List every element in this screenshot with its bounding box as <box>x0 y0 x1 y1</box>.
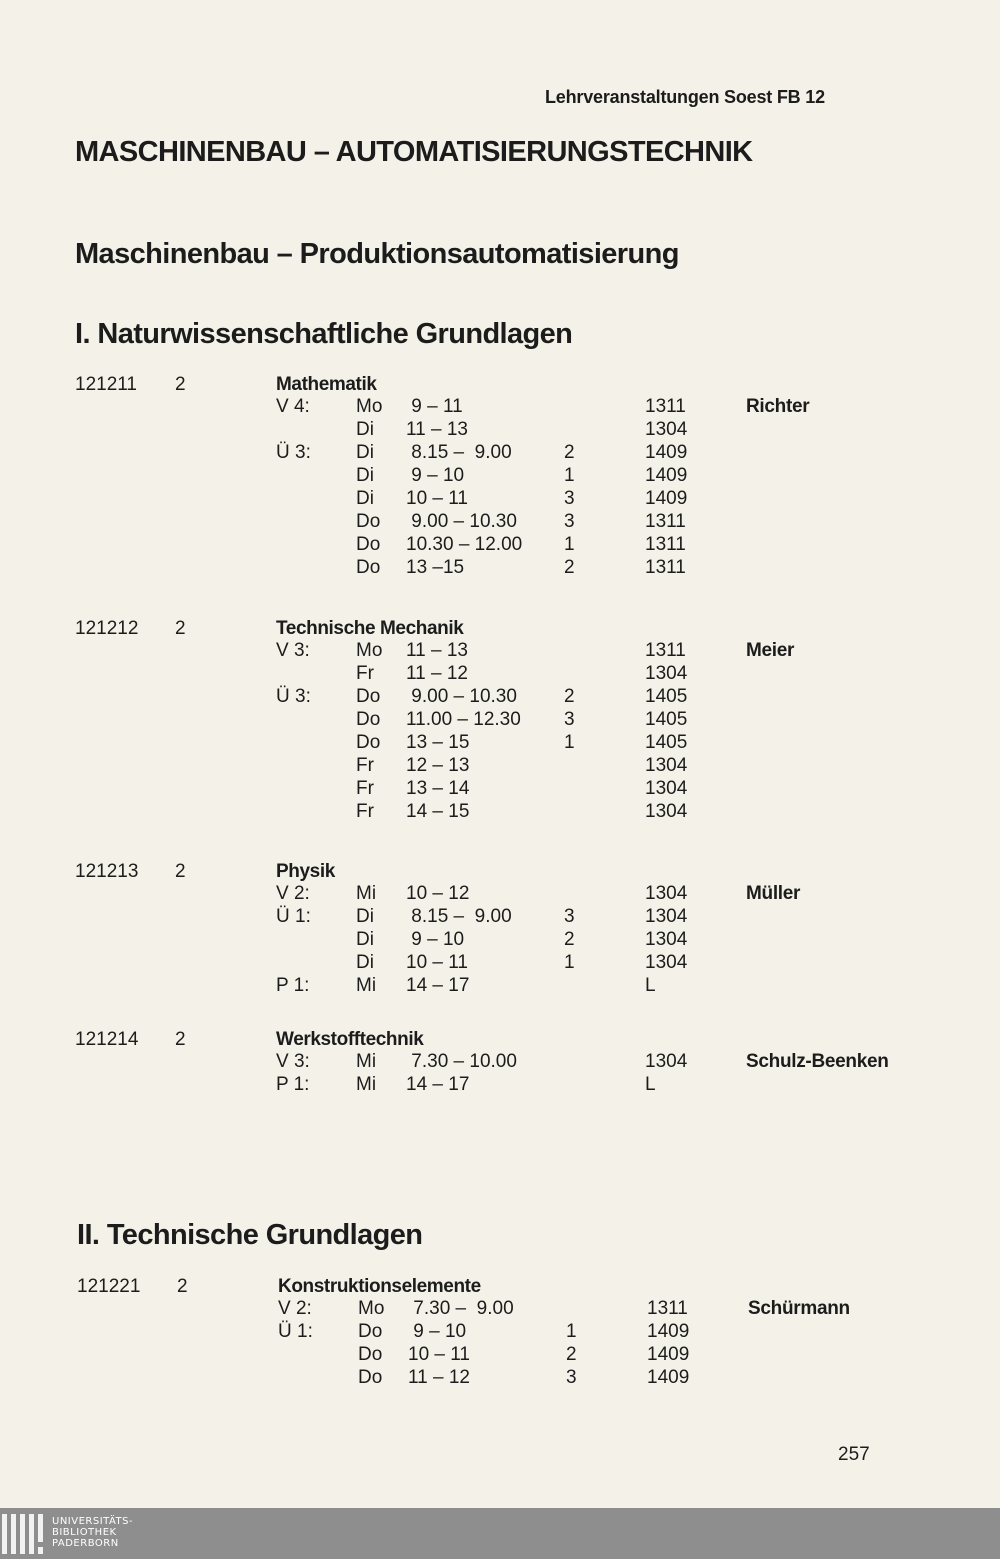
schedule-row <box>0 952 1000 975</box>
course-number: 121212 <box>75 618 139 639</box>
schedule-row <box>0 883 1000 906</box>
session-type: Ü 1: <box>278 1321 313 1342</box>
session-group: 3 <box>564 906 575 927</box>
session-group: 3 <box>564 511 575 532</box>
course-lecturer: Meier <box>746 640 795 661</box>
schedule-row <box>0 709 1000 732</box>
session-time: 14 – 15 <box>406 801 470 822</box>
session-group: 2 <box>564 557 575 578</box>
schedule-row <box>0 488 1000 511</box>
schedule-row <box>0 906 1000 929</box>
session-time: 10 – 11 <box>408 1344 470 1365</box>
session-room: 1304 <box>645 778 688 799</box>
page-subtitle: Maschinenbau – Produktionsautomatisierung <box>75 238 679 270</box>
session-time: 10 – 12 <box>406 883 470 904</box>
session-time: 7.30 – 10.00 <box>406 1051 517 1072</box>
session-room: 1409 <box>645 442 688 463</box>
session-type: Ü 3: <box>276 442 311 463</box>
session-day: Do <box>356 534 381 555</box>
schedule-row <box>0 442 1000 465</box>
session-day: Do <box>358 1321 383 1342</box>
library-name <box>52 1516 133 1549</box>
session-group: 1 <box>564 952 575 973</box>
session-day: Di <box>356 952 374 973</box>
session-day: Do <box>356 557 381 578</box>
session-room: 1304 <box>645 929 688 950</box>
session-type: Ü 3: <box>276 686 311 707</box>
session-day: Fr <box>356 755 374 776</box>
session-room: 1311 <box>645 534 686 555</box>
session-time: 11 – 12 <box>406 663 468 684</box>
library-name-line: BIBLIOTHEK <box>52 1527 117 1538</box>
schedule-row <box>0 975 1000 998</box>
session-day: Do <box>358 1367 383 1388</box>
page-number: 257 <box>838 1444 870 1465</box>
course-title: Konstruktionselemente <box>278 1276 481 1297</box>
course-number: 121214 <box>75 1029 139 1050</box>
session-type: V 2: <box>278 1298 312 1319</box>
schedule-row <box>2 1298 1000 1321</box>
session-room: L <box>645 1074 656 1095</box>
session-room: 1405 <box>645 686 688 707</box>
session-room: 1304 <box>645 663 688 684</box>
session-type: P 1: <box>276 1074 310 1095</box>
session-room: 1304 <box>645 1051 688 1072</box>
session-time: 8.15 – 9.00 <box>406 906 512 927</box>
schedule-row <box>0 534 1000 557</box>
session-room: 1304 <box>645 883 688 904</box>
schedule-row <box>0 396 1000 419</box>
session-room: 1409 <box>647 1367 690 1388</box>
session-time: 13 – 15 <box>406 732 470 753</box>
course-lecturer: Schürmann <box>748 1298 850 1319</box>
schedule-row <box>2 1344 1000 1367</box>
session-room: 1311 <box>645 396 686 417</box>
session-day: Di <box>356 929 374 950</box>
session-time: 14 – 17 <box>406 975 470 996</box>
session-time: 11 – 13 <box>406 419 468 440</box>
session-time: 8.15 – 9.00 <box>406 442 512 463</box>
session-day: Mo <box>356 396 383 417</box>
session-group: 2 <box>564 442 575 463</box>
session-day: Mi <box>356 883 377 904</box>
session-room: 1409 <box>647 1321 690 1342</box>
session-day: Di <box>356 465 374 486</box>
session-day: Do <box>356 732 381 753</box>
page-title: MASCHINENBAU – AUTOMATISIERUNGSTECHNIK <box>75 136 753 168</box>
session-type: Ü 1: <box>276 906 311 927</box>
session-group: 3 <box>566 1367 577 1388</box>
session-room: 1304 <box>645 419 688 440</box>
session-group: 3 <box>564 488 575 509</box>
course-lecturer: Richter <box>746 396 810 417</box>
course-number: 121211 <box>75 374 137 395</box>
session-time: 9 – 10 <box>408 1321 467 1342</box>
session-day: Do <box>356 709 381 730</box>
session-group: 1 <box>566 1321 577 1342</box>
session-time: 11 – 12 <box>408 1367 470 1388</box>
session-time: 9.00 – 10.30 <box>406 686 517 707</box>
session-type: V 2: <box>276 883 310 904</box>
course-title: Werkstofftechnik <box>276 1029 424 1050</box>
course-credits: 2 <box>175 1029 186 1050</box>
session-type: V 3: <box>276 640 310 661</box>
schedule-row <box>0 465 1000 488</box>
schedule-row <box>2 1367 1000 1390</box>
session-group: 2 <box>564 686 575 707</box>
library-name-line: PADERBORN <box>52 1538 119 1549</box>
session-room: 1304 <box>645 755 688 776</box>
running-header: Lehrveranstaltungen Soest FB 12 <box>545 87 825 107</box>
session-day: Do <box>356 511 381 532</box>
schedule-row <box>0 929 1000 952</box>
session-time: 14 – 17 <box>406 1074 470 1095</box>
session-time: 9.00 – 10.30 <box>406 511 517 532</box>
library-footer-bar <box>0 1508 1000 1559</box>
session-room: 1304 <box>645 952 688 973</box>
session-day: Mo <box>356 640 383 661</box>
session-group: 1 <box>564 465 575 486</box>
session-room: 1405 <box>645 732 688 753</box>
session-time: 11 – 13 <box>406 640 468 661</box>
session-day: Di <box>356 442 374 463</box>
schedule-row <box>0 1074 1000 1097</box>
schedule-row <box>2 1321 1000 1344</box>
session-time: 9 – 10 <box>406 465 465 486</box>
schedule-row <box>0 778 1000 801</box>
session-day: Do <box>358 1344 383 1365</box>
session-room: 1405 <box>645 709 688 730</box>
session-room: 1311 <box>645 557 686 578</box>
session-day: Di <box>356 906 374 927</box>
session-time: 10 – 11 <box>406 952 468 973</box>
session-time: 7.30 – 9.00 <box>408 1298 514 1319</box>
section-heading: I. Naturwissenschaftliche Grundlagen <box>75 318 573 350</box>
session-type: V 3: <box>276 1051 310 1072</box>
session-group: 2 <box>564 929 575 950</box>
session-room: 1304 <box>645 906 688 927</box>
session-group: 2 <box>566 1344 577 1365</box>
schedule-row <box>0 419 1000 442</box>
session-room: L <box>645 975 656 996</box>
session-type: P 1: <box>276 975 310 996</box>
session-day: Mi <box>356 1051 377 1072</box>
library-name-line: UNIVERSITÄTS- <box>52 1516 134 1527</box>
schedule-row <box>0 511 1000 534</box>
schedule-row <box>0 732 1000 755</box>
session-group: 1 <box>564 534 575 555</box>
course-title: Physik <box>276 861 335 882</box>
course-credits: 2 <box>175 618 186 639</box>
schedule-row <box>0 640 1000 663</box>
course-number: 121221 <box>77 1276 141 1297</box>
session-day: Di <box>356 488 374 509</box>
session-group: 3 <box>564 709 575 730</box>
session-day: Mi <box>356 1074 377 1095</box>
session-group: 1 <box>564 732 575 753</box>
course-title: Technische Mechanik <box>276 618 464 639</box>
course-credits: 2 <box>175 374 186 395</box>
session-type: V 4: <box>276 396 310 417</box>
course-number: 121213 <box>75 861 139 882</box>
session-room: 1311 <box>645 640 686 661</box>
course-title: Mathematik <box>276 374 377 395</box>
session-day: Fr <box>356 778 374 799</box>
schedule-row <box>0 663 1000 686</box>
session-day: Mo <box>358 1298 385 1319</box>
section-heading: II. Technische Grundlagen <box>77 1219 423 1251</box>
session-time: 9 – 11 <box>406 396 463 417</box>
session-room: 1409 <box>645 488 688 509</box>
session-day: Di <box>356 419 374 440</box>
course-credits: 2 <box>177 1276 188 1297</box>
session-time: 10 – 11 <box>406 488 468 509</box>
session-room: 1311 <box>645 511 686 532</box>
library-barcode-icon <box>2 1514 46 1556</box>
session-room: 1409 <box>645 465 688 486</box>
schedule-row <box>0 755 1000 778</box>
session-time: 12 – 13 <box>406 755 470 776</box>
session-day: Do <box>356 686 381 707</box>
session-day: Mi <box>356 975 377 996</box>
course-lecturer: Schulz-Beenken <box>746 1051 889 1072</box>
schedule-row <box>0 686 1000 709</box>
schedule-row <box>0 557 1000 580</box>
session-room: 1409 <box>647 1344 690 1365</box>
course-credits: 2 <box>175 861 186 882</box>
session-time: 13 – 14 <box>406 778 470 799</box>
session-time: 11.00 – 12.30 <box>406 709 521 730</box>
session-time: 10.30 – 12.00 <box>406 534 523 555</box>
schedule-row <box>0 1051 1000 1074</box>
session-day: Fr <box>356 663 374 684</box>
session-day: Fr <box>356 801 374 822</box>
session-room: 1304 <box>645 801 688 822</box>
session-time: 13 –15 <box>406 557 465 578</box>
schedule-row <box>0 801 1000 824</box>
session-room: 1311 <box>647 1298 688 1319</box>
session-time: 9 – 10 <box>406 929 465 950</box>
course-lecturer: Müller <box>746 883 801 904</box>
